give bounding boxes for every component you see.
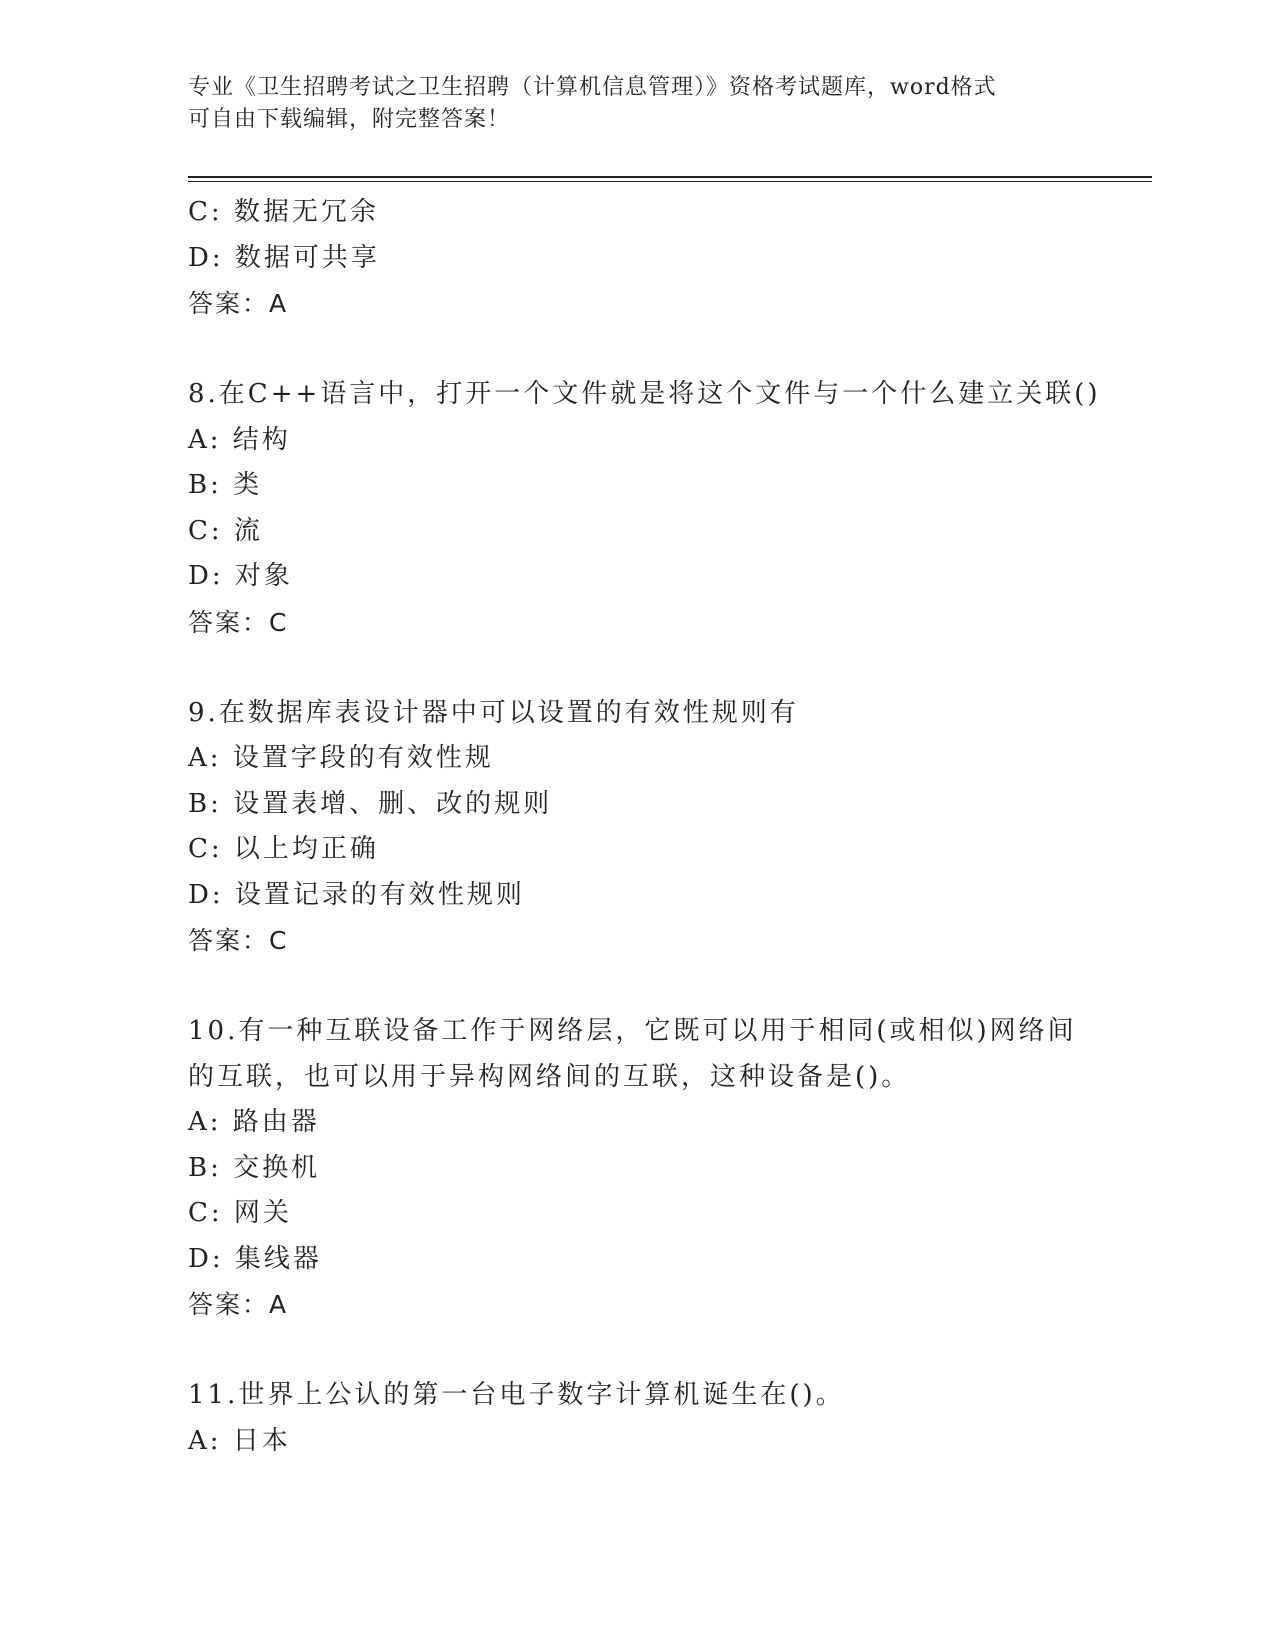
option-a: A: 路由器 bbox=[188, 1107, 320, 1137]
question-7-continued bbox=[188, 190, 1152, 327]
option-c: C: 以上均正确 bbox=[188, 834, 379, 864]
question-9 bbox=[188, 691, 1152, 964]
question-8 bbox=[188, 372, 1152, 645]
spacer bbox=[188, 327, 1152, 373]
question-text-line-2: 的互联，也可以用于异构网络间的互联，这种设备是()。 bbox=[188, 1061, 911, 1092]
option-d: D: 集线器 bbox=[188, 1243, 322, 1274]
option-d: D: 数据可共享 bbox=[188, 242, 380, 273]
header-line-2: 可自由下载编辑，附完整答案！ bbox=[188, 107, 511, 132]
answer: 答案：C bbox=[188, 607, 289, 637]
spacer bbox=[188, 645, 1152, 691]
question-text: 8.在C++语言中，打开一个文件就是将这个文件与一个什么建立关联() bbox=[188, 379, 1101, 409]
header-line-1: 专业《卫生招聘考试之卫生招聘（计算机信息管理）》资格考试题库，word格式 bbox=[188, 75, 997, 100]
option-c: C: 数据无冗余 bbox=[188, 197, 379, 227]
spacer bbox=[188, 964, 1152, 1010]
document-header bbox=[188, 72, 1068, 136]
question-text: 9.在数据库表设计器中可以设置的有效性规则有 bbox=[188, 697, 799, 728]
option-b: B: 交换机 bbox=[188, 1152, 321, 1183]
option-d: D: 对象 bbox=[188, 561, 293, 591]
option-b: B: 设置表增、删、改的规则 bbox=[188, 788, 553, 819]
option-c: C: 流 bbox=[188, 515, 263, 546]
option-b: B: 类 bbox=[188, 470, 263, 500]
answer: 答案：A bbox=[188, 289, 289, 318]
header-divider-thick bbox=[188, 176, 1152, 178]
option-a: A: 日本 bbox=[188, 1425, 291, 1456]
question-text: 11.世界上公认的第一台电子数字计算机诞生在()。 bbox=[188, 1380, 845, 1410]
question-text-line-1: 10.有一种互联设备工作于网络层，它既可以用于相同(或相似)网络间 bbox=[188, 1016, 1077, 1046]
answer: 答案：C bbox=[188, 926, 289, 955]
answer: 答案：A bbox=[188, 1290, 289, 1319]
option-d: D: 设置记录的有效性规则 bbox=[188, 879, 525, 910]
spacer bbox=[188, 1328, 1152, 1374]
question-10 bbox=[188, 1009, 1152, 1328]
question-11 bbox=[188, 1373, 1152, 1464]
option-c: C: 网关 bbox=[188, 1198, 292, 1228]
option-a: A: 结构 bbox=[188, 424, 291, 455]
option-a: A: 设置字段的有效性规 bbox=[188, 743, 494, 773]
question-list bbox=[188, 190, 1152, 1464]
header-divider-thin bbox=[188, 181, 1152, 182]
